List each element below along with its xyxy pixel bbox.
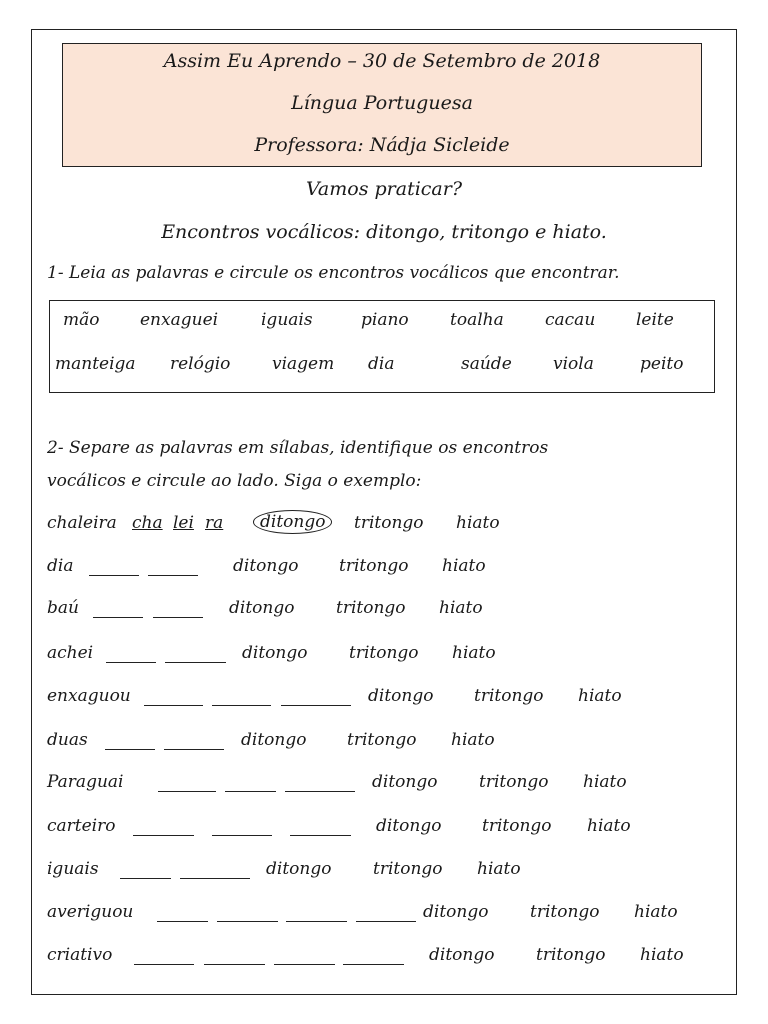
word-item: viola (553, 354, 594, 374)
word-item: saúde (461, 354, 512, 374)
header-subject: Língua Portuguesa (291, 92, 473, 114)
option-ditongo[interactable]: ditongo (233, 556, 299, 576)
option-tritongo: tritongo (354, 513, 424, 533)
syllable-blank[interactable] (120, 878, 171, 879)
option-hiato[interactable]: hiato (578, 686, 622, 706)
syllable-blank[interactable] (134, 964, 194, 965)
word-item: relógio (170, 354, 231, 374)
exercise-word: enxaguou (47, 686, 131, 706)
option-hiato[interactable]: hiato (583, 772, 627, 792)
example-syllable: ra (205, 513, 224, 533)
option-tritongo[interactable]: tritongo (536, 945, 606, 965)
option-tritongo[interactable]: tritongo (530, 902, 600, 922)
syllable-blank[interactable] (105, 749, 155, 750)
exercise-word: achei (47, 643, 94, 663)
example-word: chaleira (47, 513, 117, 533)
option-hiato[interactable]: hiato (587, 816, 631, 836)
exercise-word: averiguou (47, 902, 134, 922)
syllable-blank[interactable] (356, 921, 416, 922)
exercise-word: iguais (47, 859, 99, 879)
word-item: leite (636, 310, 674, 330)
syllable-blank[interactable] (165, 662, 226, 663)
option-ditongo[interactable]: ditongo (372, 772, 438, 792)
syllable-blank[interactable] (204, 964, 265, 965)
syllable-blank[interactable] (158, 791, 216, 792)
option-ditongo[interactable]: ditongo (241, 730, 307, 750)
syllable-blank[interactable] (285, 791, 355, 792)
word-item: toalha (450, 310, 504, 330)
syllable-blank[interactable] (217, 921, 278, 922)
worksheet-subtitle: Encontros vocálicos: ditongo, tritongo e hiato. (161, 221, 607, 243)
syllable-blank[interactable] (157, 921, 208, 922)
page-border (31, 29, 737, 995)
syllable-blank[interactable] (148, 575, 198, 576)
syllable-blank[interactable] (89, 575, 139, 576)
option-ditongo[interactable]: ditongo (423, 902, 489, 922)
example-circled-answer: ditongo (253, 510, 332, 534)
syllable-blank[interactable] (212, 835, 272, 836)
exercise-word: dia (47, 556, 74, 576)
syllable-blank[interactable] (133, 835, 194, 836)
example-syllable: lei (173, 513, 194, 533)
header-date-line: Assim Eu Aprendo – 30 de Setembro de 2018 (163, 50, 601, 72)
option-tritongo[interactable]: tritongo (336, 598, 406, 618)
option-tritongo[interactable]: tritongo (474, 686, 544, 706)
practice-title: Vamos praticar? (305, 178, 463, 200)
syllable-blank[interactable] (212, 705, 271, 706)
syllable-blank[interactable] (93, 617, 143, 618)
option-ditongo[interactable]: ditongo (229, 598, 295, 618)
exercise-word: criativo (47, 945, 113, 965)
word-item: cacau (545, 310, 596, 330)
option-hiato: hiato (456, 513, 500, 533)
exercise-word: baú (47, 598, 79, 618)
syllable-blank[interactable] (343, 964, 404, 965)
syllable-blank[interactable] (290, 835, 351, 836)
syllable-blank[interactable] (286, 921, 347, 922)
word-item: dia (368, 354, 395, 374)
syllable-blank[interactable] (180, 878, 250, 879)
syllable-blank[interactable] (281, 705, 351, 706)
syllable-blank[interactable] (153, 617, 203, 618)
option-hiato[interactable]: hiato (442, 556, 486, 576)
word-item: mão (63, 310, 100, 330)
word-item: iguais (261, 310, 313, 330)
header-teacher: Professora: Nádja Sicleide (254, 134, 510, 156)
syllable-blank[interactable] (144, 705, 203, 706)
option-ditongo[interactable]: ditongo (266, 859, 332, 879)
exercise-word: Paraguai (47, 772, 124, 792)
word-item: peito (640, 354, 684, 374)
syllable-blank[interactable] (106, 662, 156, 663)
option-tritongo[interactable]: tritongo (479, 772, 549, 792)
option-hiato[interactable]: hiato (640, 945, 684, 965)
word-item: piano (361, 310, 409, 330)
option-ditongo[interactable]: ditongo (242, 643, 308, 663)
option-ditongo[interactable]: ditongo (376, 816, 442, 836)
word-item: viagem (272, 354, 335, 374)
option-tritongo[interactable]: tritongo (373, 859, 443, 879)
header-box (62, 43, 702, 167)
option-hiato[interactable]: hiato (634, 902, 678, 922)
option-hiato[interactable]: hiato (477, 859, 521, 879)
word-item: enxaguei (140, 310, 219, 330)
option-ditongo[interactable]: ditongo (368, 686, 434, 706)
example-syllable: cha (132, 513, 163, 533)
exercise-word: duas (47, 730, 88, 750)
word-box (49, 300, 715, 393)
question2-prompt-line1: 2- Separe as palavras em sílabas, identifique os encontros (47, 438, 549, 458)
option-hiato[interactable]: hiato (452, 643, 496, 663)
exercise-word: carteiro (47, 816, 116, 836)
question1-prompt: 1- Leia as palavras e circule os encontros vocálicos que encontrar. (47, 263, 620, 283)
syllable-blank[interactable] (164, 749, 224, 750)
option-tritongo[interactable]: tritongo (482, 816, 552, 836)
word-item: manteiga (55, 354, 136, 374)
option-ditongo[interactable]: ditongo (429, 945, 495, 965)
option-tritongo[interactable]: tritongo (349, 643, 419, 663)
option-hiato[interactable]: hiato (439, 598, 483, 618)
question2-prompt-line2: vocálicos e circule ao lado. Siga o exemplo: (47, 471, 422, 491)
syllable-blank[interactable] (225, 791, 276, 792)
option-tritongo[interactable]: tritongo (347, 730, 417, 750)
syllable-blank[interactable] (274, 964, 335, 965)
option-hiato[interactable]: hiato (451, 730, 495, 750)
option-tritongo[interactable]: tritongo (339, 556, 409, 576)
